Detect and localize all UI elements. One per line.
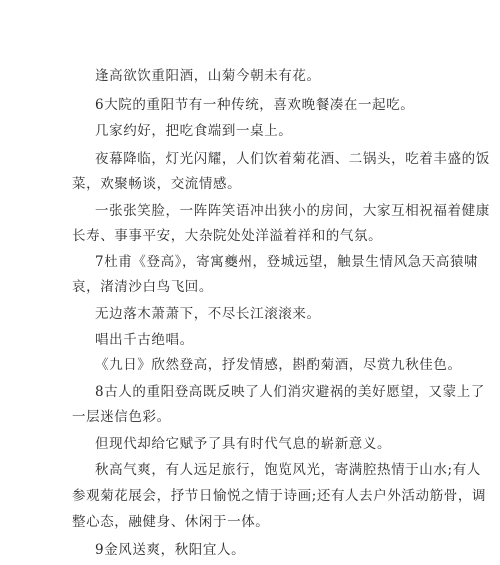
text-line: 哀，渚清沙白鸟飞回。 xyxy=(72,279,213,295)
text-line: 但现代却给它赋予了具有时代气息的崭新意义。 xyxy=(95,436,392,452)
text-line: 长寿、事事平安，大杂院处处洋溢着祥和的气氛。 xyxy=(72,228,383,244)
text-line: 6大院的重阳节有一种传统，喜欢晚餐凑在一起吃。 xyxy=(95,97,415,113)
text-line: 《九日》欣然登高，抒发情感，斟酌菊酒，尽赏九秋佳色。 xyxy=(95,357,462,373)
text-line: 参观菊花展会，抒节日愉悦之情于诗画;还有人去户外活动筋骨，调 xyxy=(72,488,487,504)
text-line: 8古人的重阳登高既反映了人们消灾避祸的美好愿望，又蒙上了 xyxy=(95,384,485,400)
text-line: 整心态，融健身、休闲于一体。 xyxy=(72,514,270,530)
text-line: 9金风送爽，秋阳宜人。 xyxy=(95,542,246,558)
text-line: 无边落木萧萧下，不尽长江滚滚来。 xyxy=(95,306,321,322)
text-line: 几家约好，把吃食端到一桌上。 xyxy=(95,123,293,139)
text-line: 夜幕降临，灯光闪耀，人们饮着菊花酒、二锅头，吃着丰盛的饭 xyxy=(95,151,490,167)
text-line: 7杜甫《登高》，寄寓夔州，登城远望，触景生情风急天高猿啸 xyxy=(95,254,479,270)
text-line: 秋高气爽，有人远足旅行，饱览风光，寄满腔热情于山水;有人 xyxy=(95,462,481,478)
text-line: 菜，欢聚畅谈，交流情感。 xyxy=(72,176,242,192)
text-line: 一层迷信色彩。 xyxy=(72,409,171,425)
text-line: 唱出千古绝唱。 xyxy=(95,332,194,348)
text-line: 逢高欲饮重阳酒，山菊今朝未有花。 xyxy=(95,68,321,84)
text-line: 一张张笑脸，一阵阵笑语冲出狭小的房间，大家互相祝福着健康 xyxy=(95,203,490,219)
